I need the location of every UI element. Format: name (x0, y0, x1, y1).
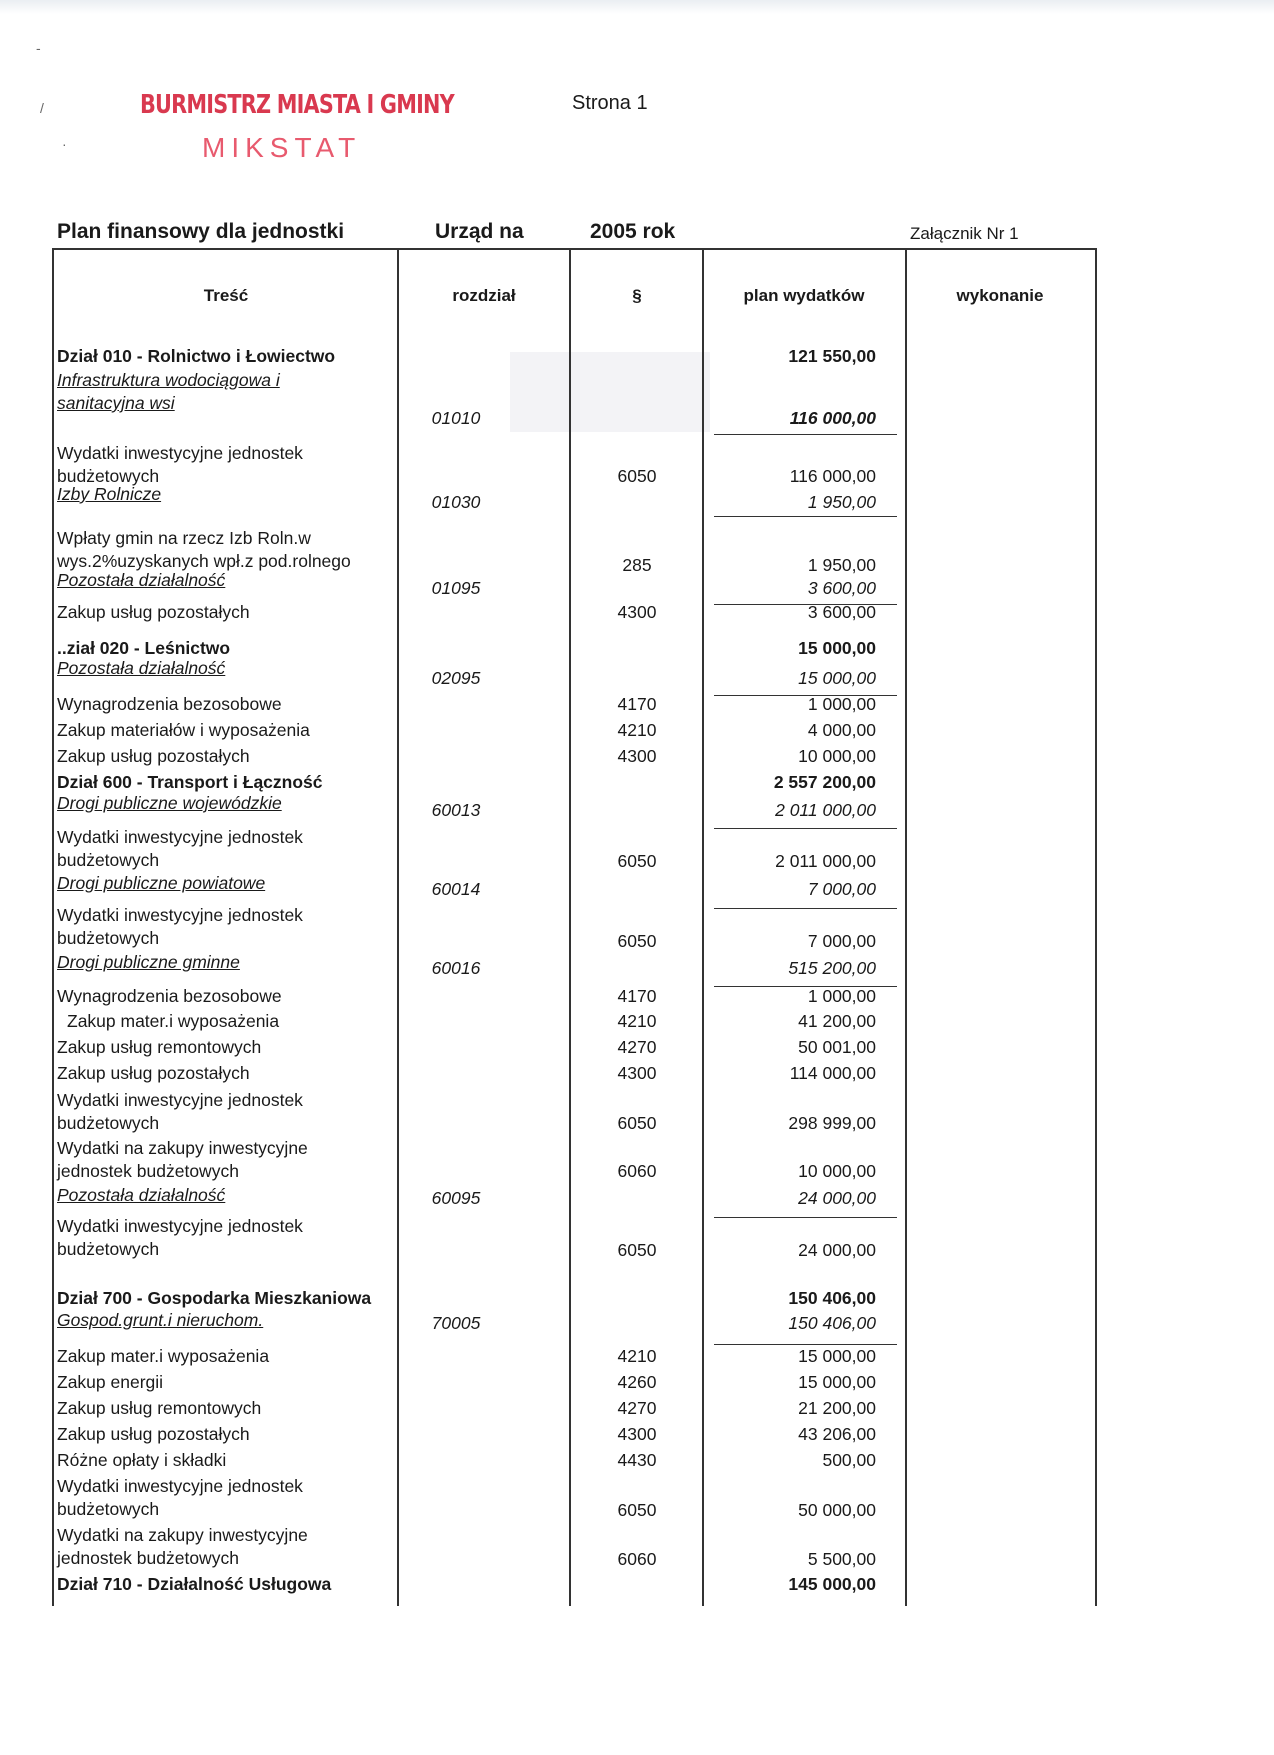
row-description: budżetowych (57, 1239, 160, 1259)
rozdzial-total: 1 950,00 (807, 492, 876, 512)
dzial-heading: Dział 010 - Rolnictwo i Łowiectwo (57, 346, 336, 366)
row-description: Wydatki inwestycyjne jednostek (57, 827, 303, 847)
stamp-line-2: MIKSTAT (202, 132, 362, 163)
column-divider (702, 248, 704, 1606)
subtotal-rule (714, 908, 897, 909)
dzial-total: 121 550,00 (788, 346, 876, 366)
subtotal-rule (714, 1217, 897, 1218)
dzial-total: 150 406,00 (788, 1288, 876, 1308)
doc-title-unit: Urząd na (435, 220, 524, 243)
column-divider (569, 248, 571, 1606)
table-top-border (52, 248, 1097, 250)
paragraf-code-text: 4210 (617, 1346, 657, 1366)
row-description: Wydatki na zakupy inwestycyjne (57, 1525, 308, 1545)
rozdzial-total: 515 200,00 (788, 958, 876, 978)
row-description: budżetowych (57, 928, 160, 948)
paragraf-code-text: 6050 (617, 851, 657, 871)
scan-shading (510, 352, 710, 432)
plan-amount: 1 000,00 (807, 986, 876, 1006)
rozdzial-name: Pozostała działalność (57, 1185, 226, 1205)
dzial-heading: Dział 600 - Transport i Łączność (57, 772, 323, 792)
table-border-left (52, 248, 54, 1606)
row-description: jednostek budżetowych (57, 1548, 239, 1568)
rozdzial-code-text: 60095 (431, 1188, 481, 1208)
row-description: Wydatki na zakupy inwestycyjne (57, 1138, 308, 1158)
rozdzial-name: sanitacyjna wsi (57, 393, 175, 413)
row-description: Zakup usług pozostałych (57, 1424, 250, 1444)
row-description: Zakup mater.i wyposażenia (57, 1346, 270, 1366)
header-wykonanie: wykonanie (956, 286, 1044, 305)
row-description: Wydatki inwestycyjne jednostek (57, 1216, 303, 1236)
rozdzial-name: Izby Rolnicze (57, 484, 162, 504)
row-description: Zakup mater.i wyposażenia (67, 1011, 280, 1031)
row-description: budżetowych (57, 466, 160, 486)
dzial-total: 2 557 200,00 (773, 772, 876, 792)
row-description: Wydatki inwestycyjne jednostek (57, 1476, 303, 1496)
plan-amount: 10 000,00 (798, 1161, 876, 1181)
plan-amount: 7 000,00 (807, 931, 876, 951)
plan-amount: 3 600,00 (807, 602, 876, 622)
subtotal-rule (714, 828, 897, 829)
row-description: Zakup materiałów i wyposażenia (57, 720, 310, 740)
paragraf-code-text: 6050 (617, 466, 657, 486)
plan-amount: 50 000,00 (798, 1500, 876, 1520)
plan-amount: 41 200,00 (798, 1011, 876, 1031)
row-description: Zakup energii (57, 1372, 164, 1392)
plan-amount: 24 000,00 (798, 1240, 876, 1260)
rozdzial-total: 3 600,00 (807, 578, 876, 598)
header-rozdzial: rozdział (452, 286, 516, 305)
row-description: Wynagrodzenia bezosobowe (57, 986, 282, 1006)
paragraf-code-text: 6050 (617, 1113, 657, 1133)
paragraf-code-text: 4270 (617, 1037, 657, 1057)
row-description: Różne opłaty i składki (57, 1450, 227, 1470)
paragraf-code-text: 6050 (617, 1500, 657, 1520)
dzial-heading: Dział 700 - Gospodarka Mieszkaniowa (57, 1288, 372, 1308)
rozdzial-name: Drogi publiczne gminne (57, 952, 240, 972)
dzial-heading: ..ział 020 - Leśnictwo (57, 638, 231, 658)
scan-speck: - (36, 40, 41, 56)
paragraf-code-text: 4270 (617, 1398, 657, 1418)
row-description: Wydatki inwestycyjne jednostek (57, 443, 303, 463)
row-description: Zakup usług remontowych (57, 1037, 262, 1057)
plan-amount: 114 000,00 (789, 1063, 876, 1083)
row-description: Wydatki inwestycyjne jednostek (57, 905, 303, 925)
paragraf-code-text: 285 (622, 555, 652, 575)
plan-amount: 500,00 (822, 1450, 876, 1470)
plan-amount: 15 000,00 (798, 1372, 876, 1392)
rozdzial-code-text: 60016 (431, 958, 481, 978)
row-description: budżetowych (57, 1113, 160, 1133)
paragraf-code-text: 4260 (617, 1372, 657, 1392)
row-description: Wydatki inwestycyjne jednostek (57, 1090, 303, 1110)
subtotal-rule (714, 434, 897, 435)
rozdzial-total: 150 406,00 (788, 1313, 876, 1333)
stamp-line-1: BURMISTRZ MIASTA I GMINY (140, 90, 454, 120)
paragraf-code-text: 4170 (617, 694, 657, 714)
rozdzial-total: 7 000,00 (807, 879, 876, 899)
paragraf-code-text: 4210 (617, 720, 657, 740)
page-label: Strona 1 (572, 92, 648, 114)
rozdzial-name: Pozostała działalność (57, 570, 226, 590)
rozdzial-code-text: 01095 (431, 578, 481, 598)
dzial-heading: Dział 710 - Działalność Usługowa (57, 1574, 332, 1594)
rozdzial-code-text: 01030 (431, 492, 481, 512)
plan-amount: 5 500,00 (807, 1549, 876, 1569)
rozdzial-name: Gospod.grunt.i nieruchom. (57, 1310, 264, 1330)
row-description: wys.2%uzyskanych wpł.z pod.rolnego (57, 551, 351, 571)
rozdzial-code-text: 01010 (431, 408, 481, 428)
row-description: Zakup usług pozostałych (57, 1063, 250, 1083)
paragraf-code-text: 4210 (617, 1011, 657, 1031)
plan-amount: 21 200,00 (798, 1398, 876, 1418)
row-description: jednostek budżetowych (57, 1161, 239, 1181)
paragraf-code-text: 4300 (617, 1424, 657, 1444)
dzial-total: 15 000,00 (798, 638, 876, 658)
rozdzial-total: 24 000,00 (798, 1188, 876, 1208)
paragraf-code-text: 6050 (617, 931, 657, 951)
paragraf-code-text: 6060 (617, 1549, 657, 1569)
column-divider (397, 248, 399, 1606)
rozdzial-code-text: 02095 (431, 668, 481, 688)
plan-amount: 10 000,00 (798, 746, 876, 766)
rozdzial-name: Pozostała działalność (57, 658, 226, 678)
scan-speck: / (40, 100, 44, 116)
plan-amount: 15 000,00 (798, 1346, 876, 1366)
dzial-total: 145 000,00 (788, 1574, 876, 1594)
row-description: Zakup usług pozostałych (57, 602, 250, 622)
scan-speck: · (62, 136, 67, 152)
doc-title: Plan finansowy dla jednostki (57, 220, 345, 243)
paragraf-code-text: 6060 (617, 1161, 657, 1181)
row-description: Zakup usług pozostałych (57, 746, 250, 766)
plan-amount: 50 001,00 (798, 1037, 876, 1057)
row-description: budżetowych (57, 850, 160, 870)
header-plan: plan wydatków (743, 286, 865, 305)
row-description: Wpłaty gmin na rzecz Izb Roln.w (57, 528, 311, 548)
scan-edge (0, 0, 1274, 14)
paragraf-code-text: 4300 (617, 746, 657, 766)
paragraf-code-text: 4300 (617, 1063, 657, 1083)
plan-amount: 2 011 000,00 (775, 851, 876, 871)
header-tresc: Treść (203, 286, 249, 305)
column-divider (905, 248, 907, 1606)
attachment-label: Załącznik Nr 1 (910, 224, 1019, 243)
rozdzial-name: Drogi publiczne wojewódzkie (57, 793, 282, 813)
doc-title-year: 2005 rok (590, 220, 676, 243)
subtotal-rule (714, 516, 897, 517)
row-description: Zakup usług remontowych (57, 1398, 262, 1418)
rozdzial-name: Drogi publiczne powiatowe (57, 873, 266, 893)
rozdzial-total: 2 011 000,00 (775, 800, 876, 820)
paragraf-code-text: 4300 (617, 602, 657, 622)
paragraf-code-text: 4430 (617, 1450, 657, 1470)
row-description: Wynagrodzenia bezosobowe (57, 694, 282, 714)
plan-amount: 1 000,00 (807, 694, 876, 714)
plan-amount: 1 950,00 (807, 555, 876, 575)
paragraf-code-text: 4170 (617, 986, 657, 1006)
table-border-right (1095, 248, 1097, 1606)
plan-amount: 116 000,00 (789, 466, 876, 486)
plan-amount: 4 000,00 (807, 720, 876, 740)
plan-amount: 298 999,00 (788, 1113, 876, 1133)
rozdzial-total: 116 000,00 (789, 408, 876, 428)
plan-amount: 43 206,00 (798, 1424, 876, 1444)
rozdzial-code-text: 60013 (431, 800, 481, 820)
rozdzial-code-text: 60014 (431, 879, 481, 899)
rozdzial-name: Infrastruktura wodociągowa i (57, 370, 280, 390)
rozdzial-total: 15 000,00 (798, 668, 876, 688)
row-description: budżetowych (57, 1499, 160, 1519)
header-paragraf: § (632, 286, 642, 305)
rozdzial-code-text: 70005 (431, 1313, 481, 1333)
paragraf-code-text: 6050 (617, 1240, 657, 1260)
